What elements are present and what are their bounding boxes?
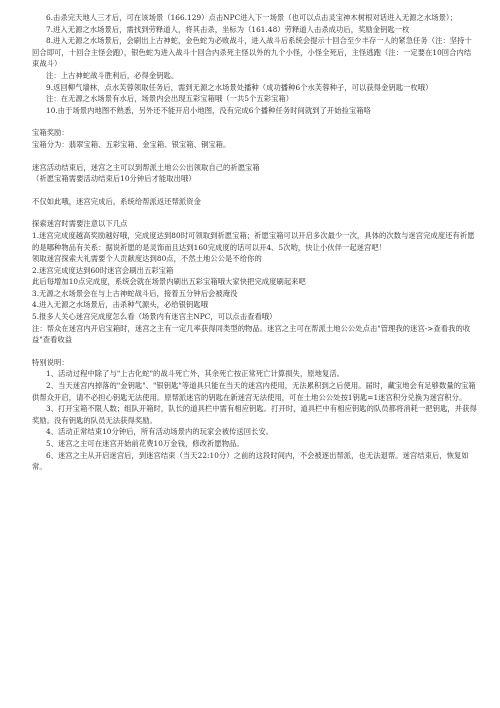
tip-5: 5.报多人关心迷宫完成度怎么看（场景内有迷宫主NPC，可以点击查看哦） (32, 312, 277, 322)
step-8: 8.进入无源之水场景后，会刷出上古神蛇，金色蛇为必败战斗，进入战斗后系统会提示十回合至少丰存一人的紧急任务（注：坚持十回合即可，十回合主怪会跑），银色蛇为进入战斗十回合内杀死主怪以外的九个小怪，小怪全死后，主怪逃跑（注：一定要在10回合内结束战斗） (32, 36, 472, 69)
tip-2-extra: 此后每增加10点完成度，系统会就在场景内刷出五彩宝箱哦大家快把完成度刷起来吧 (32, 277, 306, 287)
rewards-title: 宝箱奖励： (32, 128, 69, 138)
special-title: 特别说明： (32, 357, 69, 367)
step-10: 10.由于场景内地图不熟悉，另外还不能开启小地图，没有完成6个播种任务时间就到了开始捡宝箱咯 (46, 105, 372, 115)
special-item-1: 1、活动过程中除了与"上古化蛇"的战斗死亡外，其余死亡按正常死亡计算损失，原地复活。 (46, 369, 345, 379)
special-item-5: 5、迷宫之主可在迷宫开始前花费10万金钱，修改祈愿物品。 (46, 439, 244, 448)
not-only-line: 不仅如此哦，迷宫完成后，系统给帮派返还帮派资金 (32, 196, 201, 206)
special-item-4: 4、活动正常结束10分钟后，所有活动场景内的玩家会被传送回长安。 (46, 427, 274, 437)
step-9: 9.返回柳气墙林，点水芙蓉领取任务后，需到无源之水场景处播种（成功播种6个水芙蓉种子，可以获得金钥匙一枚哦） (46, 82, 433, 92)
rewards-line: 宝箱分为：翡翠宝箱、五彩宝箱、金宝箱、银宝箱、铜宝箱。 (32, 139, 231, 149)
tips-title: 探索迷宫时需要注意以下几点 (32, 219, 128, 229)
tip-3: 3.无源之水场景会在与上古神蛇战斗后，接着五分钟后会被淹没 (32, 288, 238, 298)
tip-2: 2.迷宫完成度达到60时迷宫会刷出五彩宝箱 (32, 265, 174, 275)
special-item-2: 2、当天迷宫内掉落的"金钥匙"、"银钥匙"等道具只能在当天的迷宫内使用，无法累积到之后使用。届时，藏宝地会有足够数量的宝箱供帮众开启，请不必担心钥匙无法使用。原帮派迷宫的钥匙在新迷宫无法使用，可在土地公公处按1钥匙=1迷宫积分兑换为迷宫积分。 (32, 381, 476, 402)
tip-1: 1.迷宫完成度越高奖励越好哦，完成度达到80时可领取到祈愿宝箱；祈愿宝箱可以开启多次最少一次，具体的次数与迷宫完成度还有祈愿的是哪种物品有关系：据说祈愿的是灵饰而且达到160完成度的话可以开4、5次哟，快让小伙伴一起迷宫吧！ (32, 230, 475, 252)
special-item-3: 3、打开宝箱不限人数；组队开箱时，队长的道具栏中需有相应钥匙。打开时，道具栏中有相应钥匙的队员都将消耗一把钥匙，并获得奖励。没有钥匙的队员无法获得奖励。 (32, 404, 477, 425)
after-line-1: 迷宫活动结束后，迷宫之主可以到帮派土地公公出领取自己的祈愿宝箱 (32, 162, 260, 172)
step-7: 7.进入无源之水场景后，需找到劳释道人，将其击杀，坐标为（161.48）劳释道人击杀成功后，奖励金钥匙一枚 (46, 24, 410, 34)
tip-4: 4.进入无源之水场景后，击杀种气源头，必给银钥匙哦 (32, 300, 209, 310)
step-8-note: 注：上古神蛇战斗胜利后，必得金钥匙。 (46, 70, 179, 80)
step-9-note: 注：在无源之水场景有水后，场景内会出现五彩宝箱哦（一共5个五彩宝箱） (46, 94, 294, 104)
tip-1-extra: 领取迷宫探索大礼需要个人贡献度达到80点，不然土地公公是不给你的 (32, 254, 262, 264)
tip-note: 注：帮众在迷宫内开启宝箱时，迷宫之主有一定几率获得同类型的物品。迷宫之主可在帮派土地公公处点击"管理我的迷宫->查看我的收益"查看收益 (32, 323, 471, 345)
special-item-6: 6、迷宫之主从开启迷宫后，到迷宫结束（当天22:10分）之前的这段时间内，不会被逐出帮派，也无法退帮。迷宫结束后，恢复如常。 (32, 450, 469, 472)
step-6: 6.击杀完天地人三才后，可在该场景（166.129）点击NPC进入下一场景（也可以点击灵宝神木树根对话进入无源之水场景）； (46, 13, 457, 22)
after-line-2: （祈愿宝箱需要活动结束后10分钟后才能取出哦） (32, 174, 196, 184)
